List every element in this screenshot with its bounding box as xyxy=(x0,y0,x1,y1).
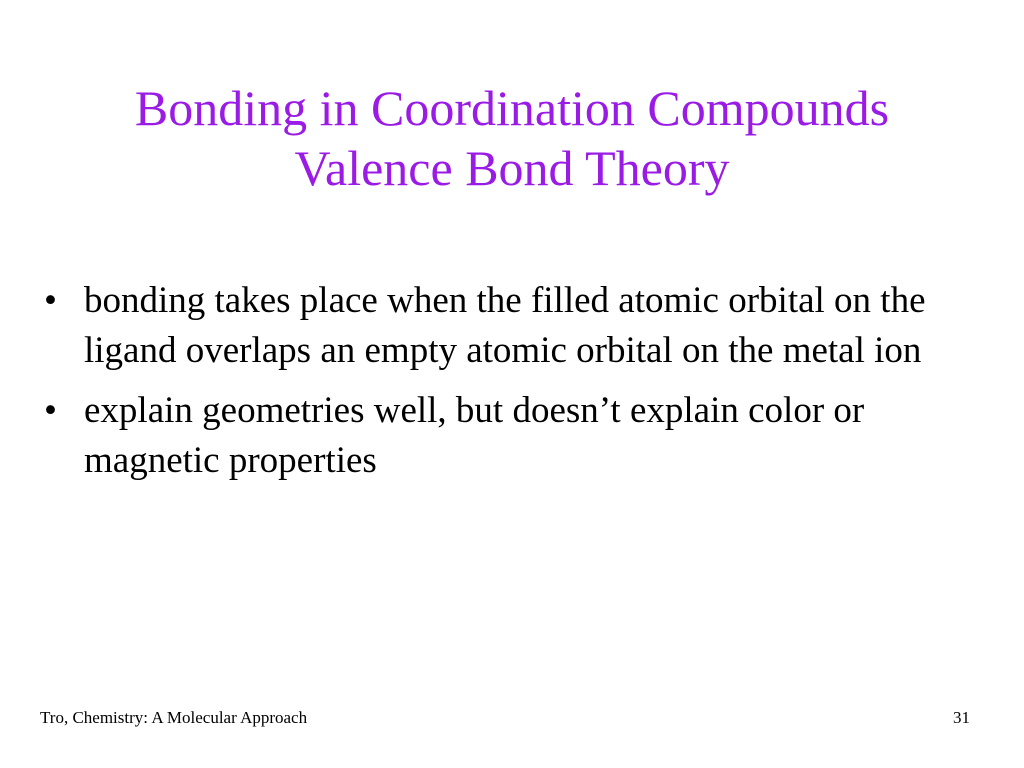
title-line-2: Valence Bond Theory xyxy=(294,140,730,196)
footer-source: Tro, Chemistry: A Molecular Approach xyxy=(40,708,308,727)
bullet-icon: • xyxy=(44,390,57,431)
slide-title xyxy=(40,78,984,198)
bullet-item xyxy=(44,276,964,376)
bullet-text: bonding takes place when the filled atomic orbital on the ligand overlaps an empty atomic orbital on the metal ion xyxy=(84,280,926,371)
bullet-list xyxy=(44,276,964,496)
bullet-icon: • xyxy=(44,280,57,321)
title-line-1: Bonding in Coordination Compounds xyxy=(134,80,890,136)
bullet-item xyxy=(44,386,964,486)
bullet-text: explain geometries well, but doesn’t explain color or magnetic properties xyxy=(84,390,865,481)
page-number: 31 xyxy=(953,708,970,727)
